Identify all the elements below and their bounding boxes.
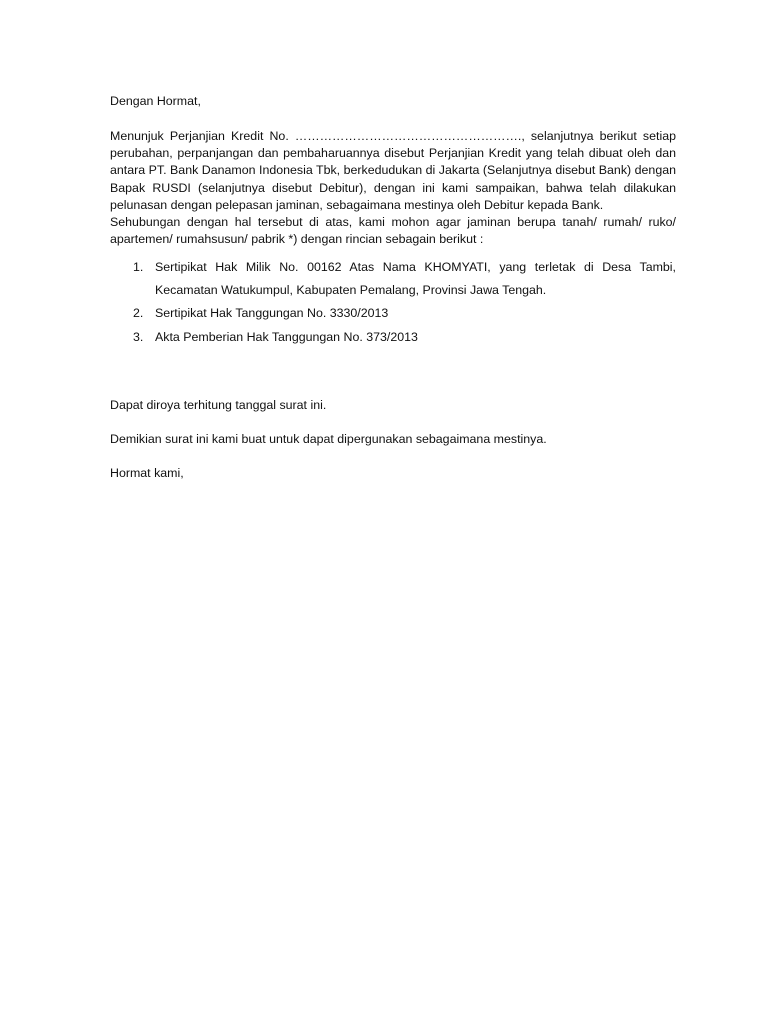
list-item: [110, 302, 676, 325]
list-item-text: Sertipikat Hak Tanggungan No. 3330/2013: [155, 306, 389, 321]
list-item: [110, 326, 676, 349]
list-item-text: Akta Pemberian Hak Tanggungan No. 373/2013: [155, 329, 418, 344]
list-item-number: 2.: [133, 306, 144, 321]
list-item: [110, 256, 676, 301]
paragraph-credit-agreement: Menunjuk Perjanjian Kredit No. ………………………………………………., selanjutnya berikut setiap perubahan, perpanjangan dan pembaharuannya disebut Perjanjian Kredit yang telah dibuat oleh dan antara PT. Bank Danamon Indonesia Tbk, berkedudukan di Jakarta (Selanjutnya disebut Bank) dengan Bapak RUSDI (selanjutnya disebut Debitur), dengan ini kami sampaikan, bahwa telah dilakukan pelunasan dengan pelepasan jaminan, sebagaimana mestinya oleh Debitur kepada Bank.: [110, 129, 676, 212]
roya-statement: Dapat diroya terhitung tanggal surat ini.: [110, 398, 327, 413]
closing-statement: Demikian surat ini kami buat untuk dapat dipergunakan sebagaimana mestinya.: [110, 432, 547, 447]
letter-body: [110, 93, 676, 482]
paragraph-collateral-request: Sehubungan dengan hal tersebut di atas, kami mohon agar jaminan berupa tanah/ rumah/ ruko/ apartemen/ rumahsusun/ pabrik *) dengan rincian sebagain berikut :: [110, 215, 676, 247]
collateral-list: [110, 256, 676, 348]
salutation: Dengan Hormat,: [110, 94, 201, 108]
list-item-number: 3.: [133, 329, 144, 344]
sign-off: Hormat kami,: [110, 466, 184, 481]
list-item-number: 1.: [133, 260, 144, 275]
list-item-text: Sertipikat Hak Milik No. 00162 Atas Nama KHOMYATI, yang terletak di Desa Tambi, Kecamatan Watukumpul, Kabupaten Pemalang, Provinsi Jawa Tengah.: [155, 260, 676, 297]
